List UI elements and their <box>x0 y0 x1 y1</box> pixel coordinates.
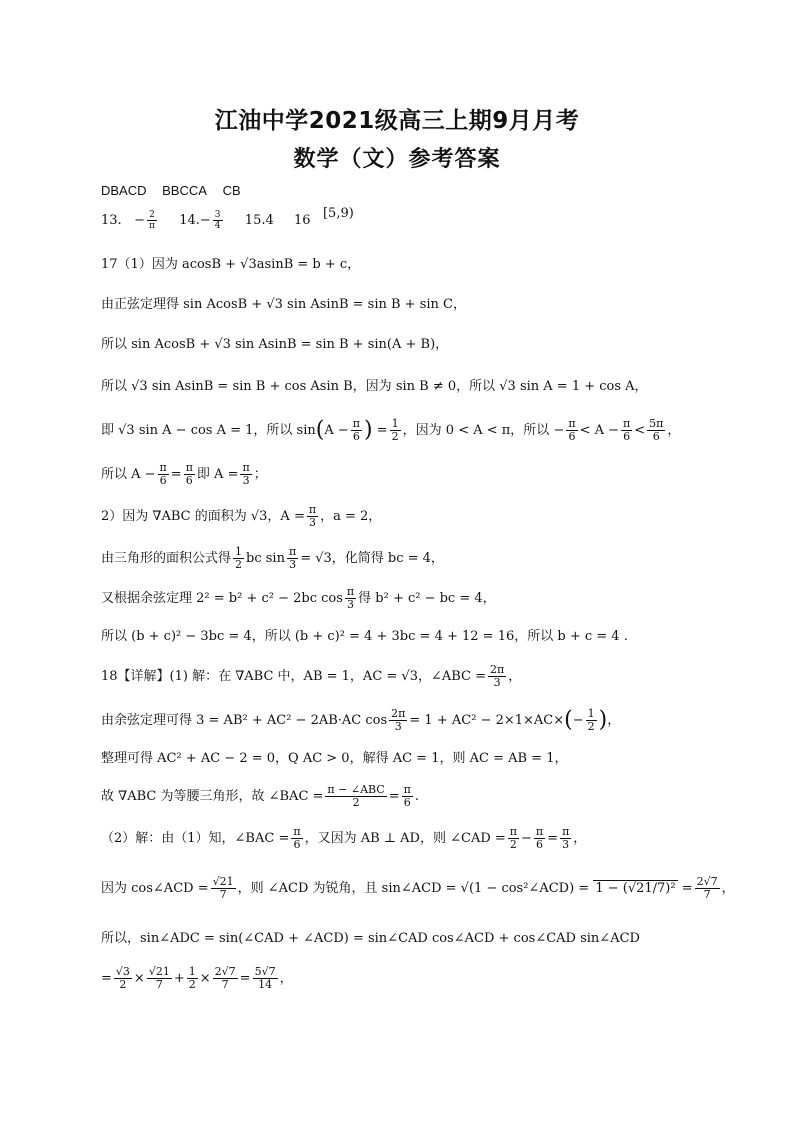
frac-den: 6 <box>185 474 193 487</box>
frac-pi-over-3 <box>560 826 571 851</box>
frac-num: π <box>535 825 544 838</box>
frac-num: π <box>308 503 317 516</box>
q17-l9-part-a: 又根据余弦定理 2² = b² + c² − 2bc cos <box>101 591 343 606</box>
frac-pi-over-3 <box>307 504 318 529</box>
frac-sqrt21-over-7 <box>211 876 236 901</box>
q17-line-2: 由正弦定理得 sin AcosB + √3 sin AsinB = sin B + sin C， <box>101 297 466 312</box>
frac-den: 2 <box>352 796 360 809</box>
q17-l5-part-f: < <box>634 423 646 438</box>
q17-l6-part-a: 所以 A − <box>101 467 156 482</box>
q18-l6-part-a: 因为 cos∠ACD = <box>101 881 209 896</box>
q18-l2-part-b: = 1 + AC² − 2×1×AC× <box>409 713 565 728</box>
frac-den: 3 <box>289 558 297 571</box>
q18-line-2: 由余弦定理可得 3 = AB² + AC² − 2AB·AC cos $\frac{2\pi}{3}$ = 1 + AC² − 2×1×AC×(− $\frac{1}{2}$ )， <box>101 707 621 733</box>
q17-line-6 <box>101 462 267 487</box>
q18-line-7: 所以，sin∠ADC = sin(∠CAD + ∠ACD) = sin∠CAD cos∠ACD + cos∠CAD sin∠ACD <box>101 931 640 946</box>
q13-sign: − <box>134 213 145 228</box>
q14-numerator: 3 <box>214 210 221 220</box>
q17-l5-part-d: ，因为 0 < A < π，所以 − <box>402 423 565 438</box>
q17-l6-part-d: ； <box>253 467 267 482</box>
frac-num: π <box>185 461 193 474</box>
frac-num: π <box>562 825 570 838</box>
frac-1-over-2 <box>586 708 597 733</box>
frac-pi-over-6 <box>402 784 413 809</box>
q14-fraction <box>213 210 223 231</box>
q18-l8-part-a: = <box>101 971 112 986</box>
q18-l5-part-e: ， <box>573 831 587 846</box>
q17-l5-part-b: A − <box>324 423 349 438</box>
frac-num: 2√7 <box>214 965 236 978</box>
frac-num: π <box>403 783 411 796</box>
frac-num: π <box>346 585 355 598</box>
frac-2pi-over-3 <box>488 664 506 689</box>
left-paren: ( <box>315 417 325 443</box>
q18-l4-part-b: = <box>388 789 400 804</box>
q18-l8-part-c: + <box>173 971 185 986</box>
q14-label: 14.− <box>179 213 211 228</box>
q18-l5-part-c: − <box>521 831 532 846</box>
q17-line-9 <box>101 586 496 611</box>
frac-den: 7 <box>155 978 163 991</box>
frac-pi-minus-abc-over-2 <box>325 784 386 809</box>
q17-line-5 <box>101 418 680 443</box>
frac-den: 2 <box>119 978 127 991</box>
frac-den: 2 <box>509 838 517 851</box>
frac-num: π <box>623 417 631 430</box>
frac-den: 6 <box>623 430 631 443</box>
frac-pi-over-6 <box>534 826 545 851</box>
frac-pi-over-3 <box>345 586 356 611</box>
q18-l1-part-b: ， <box>508 669 522 684</box>
q15-answer: 15.4 <box>244 213 274 228</box>
frac-pi-over-6 <box>158 462 169 487</box>
frac-pi-over-3 <box>287 546 298 571</box>
frac-num: 1 <box>235 545 243 558</box>
q17-l7-part-b: ，a = 2， <box>320 509 382 524</box>
frac-den: 3 <box>308 516 316 529</box>
frac-num: √21 <box>148 965 170 978</box>
frac-2sqrt7-over-7 <box>213 966 238 991</box>
q17-line-7 <box>101 504 381 529</box>
frac-den: 6 <box>293 838 301 851</box>
frac-den: 2 <box>587 720 595 733</box>
left-paren: ( <box>564 707 573 733</box>
right-paren: ) <box>598 707 608 733</box>
q17-line-4: 所以 √3 sin AsinB = sin B + cos Asin B，因为 sin B ≠ 0，所以 √3 sin A = 1 + cos A， <box>101 379 648 394</box>
q18-l5-part-b: ，又因为 AB ⊥ AD，则 ∠CAD = <box>304 831 506 846</box>
q16-label: 16 <box>294 213 311 228</box>
frac-num: √21 <box>212 875 234 888</box>
q17-l8-part-b: bc sin <box>246 551 285 566</box>
q18-l8-part-b: × <box>133 971 145 986</box>
frac-1-over-2 <box>187 966 198 991</box>
frac-den: 6 <box>352 430 360 443</box>
frac-pi-over-6 <box>566 418 577 443</box>
q17-line-10: 所以 (b + c)² − 3bc = 4，所以 (b + c)² = 4 + 3bc = 4 + 12 = 16，所以 b + c = 4 . <box>101 629 628 644</box>
frac-den: 3 <box>394 720 402 733</box>
q16-answer: [5,9) <box>322 206 354 221</box>
choice-answers-row <box>101 182 241 200</box>
frac-den: 6 <box>536 838 544 851</box>
q18-l4-part-a: 故 ∇ABC 为等腰三角形，故 ∠BAC = <box>101 789 324 804</box>
frac-pi-over-6 <box>621 418 632 443</box>
q18-line-4 <box>101 784 419 809</box>
frac-num: 5√7 <box>254 965 276 978</box>
q18-l8-part-d: × <box>199 971 211 986</box>
frac-den: 2 <box>391 430 399 443</box>
q18-l6-part-b: ，则 ∠ACD 为锐角，且 sin∠ACD = √(1 − cos²∠ACD) = <box>237 881 590 896</box>
q17-l6-part-c: 即 A = <box>196 467 239 482</box>
frac-den: 3 <box>242 474 250 487</box>
frac-den: 14 <box>258 978 273 991</box>
frac-den: 7 <box>221 978 229 991</box>
q13-fraction <box>147 210 157 231</box>
q18-l8-part-f: ， <box>279 971 293 986</box>
frac-sqrt3-over-2 <box>114 966 132 991</box>
frac-pi-over-6 <box>351 418 362 443</box>
frac-1-over-2 <box>390 418 401 443</box>
q18-l5-part-a: （2）解：由（1）知，∠BAC = <box>101 831 290 846</box>
frac-num: 2π <box>490 663 505 676</box>
q17-line-3: 所以 sin AcosB + √3 sin AsinB = sin B + sin(A + B)， <box>101 337 449 352</box>
frac-num: π <box>288 545 297 558</box>
frac-pi-over-6 <box>184 462 195 487</box>
q18-l2-part-a: 由余弦定理可得 3 = AB² + AC² − 2AB·AC cos <box>101 713 388 728</box>
frac-num: 1 <box>391 417 399 430</box>
q17-l8-part-c: = √3，化简得 bc = 4， <box>300 551 444 566</box>
frac-sqrt21-over-7 <box>147 966 172 991</box>
frac-num: π <box>242 461 250 474</box>
choice-answers-group-3: CB <box>222 183 241 198</box>
q17-l8-part-a: 由三角形的面积公式得 <box>101 551 232 566</box>
q18-line-8 <box>101 966 293 991</box>
choice-answers-group-2: BBCCA <box>162 183 207 198</box>
sqrt-expression: 1 − (√21/7)² <box>595 881 676 896</box>
q18-line-1 <box>101 664 521 689</box>
right-paren: ) <box>364 417 373 443</box>
frac-den: 3 <box>347 598 355 611</box>
q18-line-3: 整理可得 AC² + AC − 2 = 0，Q AC > 0，解得 AC = 1，则 AC = AB = 1， <box>101 751 568 766</box>
frac-2pi-over-3 <box>389 708 407 733</box>
q13-denominator: π <box>149 221 155 231</box>
q18-line-6 <box>101 876 735 901</box>
q18-l4-part-c: . <box>414 789 420 804</box>
frac-den: 6 <box>403 796 411 809</box>
q18-l6-part-d: ， <box>721 881 735 896</box>
frac-num: π − ∠ABC <box>327 783 385 796</box>
frac-num: π <box>352 417 361 430</box>
q13-numerator: 2 <box>147 210 157 221</box>
frac-den: 2 <box>188 978 196 991</box>
q18-line-5 <box>101 826 586 851</box>
frac-den: 6 <box>568 430 576 443</box>
q18-l1-part-a: 18【详解】(1) 解：在 ∇ABC 中，AB = 1，AC = √3，∠ABC = <box>101 669 487 684</box>
q17-l5-part-g: ， <box>667 423 681 438</box>
frac-1-over-2 <box>233 546 244 571</box>
frac-den: 6 <box>652 430 660 443</box>
exam-title: 江油中学2021级高三上期9月月考 <box>214 108 580 134</box>
q14-denominator: 4 <box>214 221 221 231</box>
frac-num: 1 <box>587 707 595 720</box>
q18-l5-part-d: = <box>547 831 559 846</box>
frac-den: 6 <box>159 474 167 487</box>
frac-2sqrt7-over-7 <box>695 876 720 901</box>
q17-line-1: 17（1）因为 acosB + √3asinB = b + c， <box>101 257 361 272</box>
q18-l6-part-c: = <box>681 881 693 896</box>
q18-l8-part-e: = <box>239 971 251 986</box>
frac-pi-over-6 <box>291 826 302 851</box>
q18-l2-part-c: ， <box>607 713 621 728</box>
q17-line-8 <box>101 546 444 571</box>
q17-l7-part-a: 2）因为 ∇ABC 的面积为 √3，A = <box>101 509 305 524</box>
frac-5pi-over-6 <box>647 418 665 443</box>
q17-l9-part-b: 得 b² + c² − bc = 4， <box>358 591 496 606</box>
frac-num: π <box>509 825 518 838</box>
frac-num: 1 <box>188 965 196 978</box>
frac-num: π <box>293 825 301 838</box>
q13-label: 13. <box>101 213 122 228</box>
frac-den: 2 <box>235 558 243 571</box>
frac-num: π <box>568 417 576 430</box>
fill-answers-row <box>101 206 354 231</box>
frac-den: 7 <box>703 888 711 901</box>
frac-den: 7 <box>219 888 227 901</box>
q17-l5-part-e: < A − <box>579 423 620 438</box>
q17-l6-part-b: = <box>170 467 182 482</box>
frac-num: 2π <box>391 707 406 720</box>
q17-l5-part-a: 即 √3 sin A − cos A = 1，所以 sin <box>101 423 316 438</box>
frac-pi-over-3 <box>240 462 251 487</box>
frac-num: π <box>159 461 167 474</box>
frac-num: 2√7 <box>696 875 718 888</box>
frac-num: 5π <box>649 417 664 430</box>
frac-5sqrt7-over-14 <box>253 966 278 991</box>
frac-den: 3 <box>562 838 570 851</box>
q17-l5-part-c: = <box>376 423 388 438</box>
frac-den: 3 <box>493 676 501 689</box>
exam-subtitle: 数学（文）参考答案 <box>293 147 501 172</box>
frac-pi-over-2 <box>508 826 519 851</box>
frac-num: √3 <box>115 965 130 978</box>
choice-answers-group-1: DBACD <box>101 183 147 198</box>
